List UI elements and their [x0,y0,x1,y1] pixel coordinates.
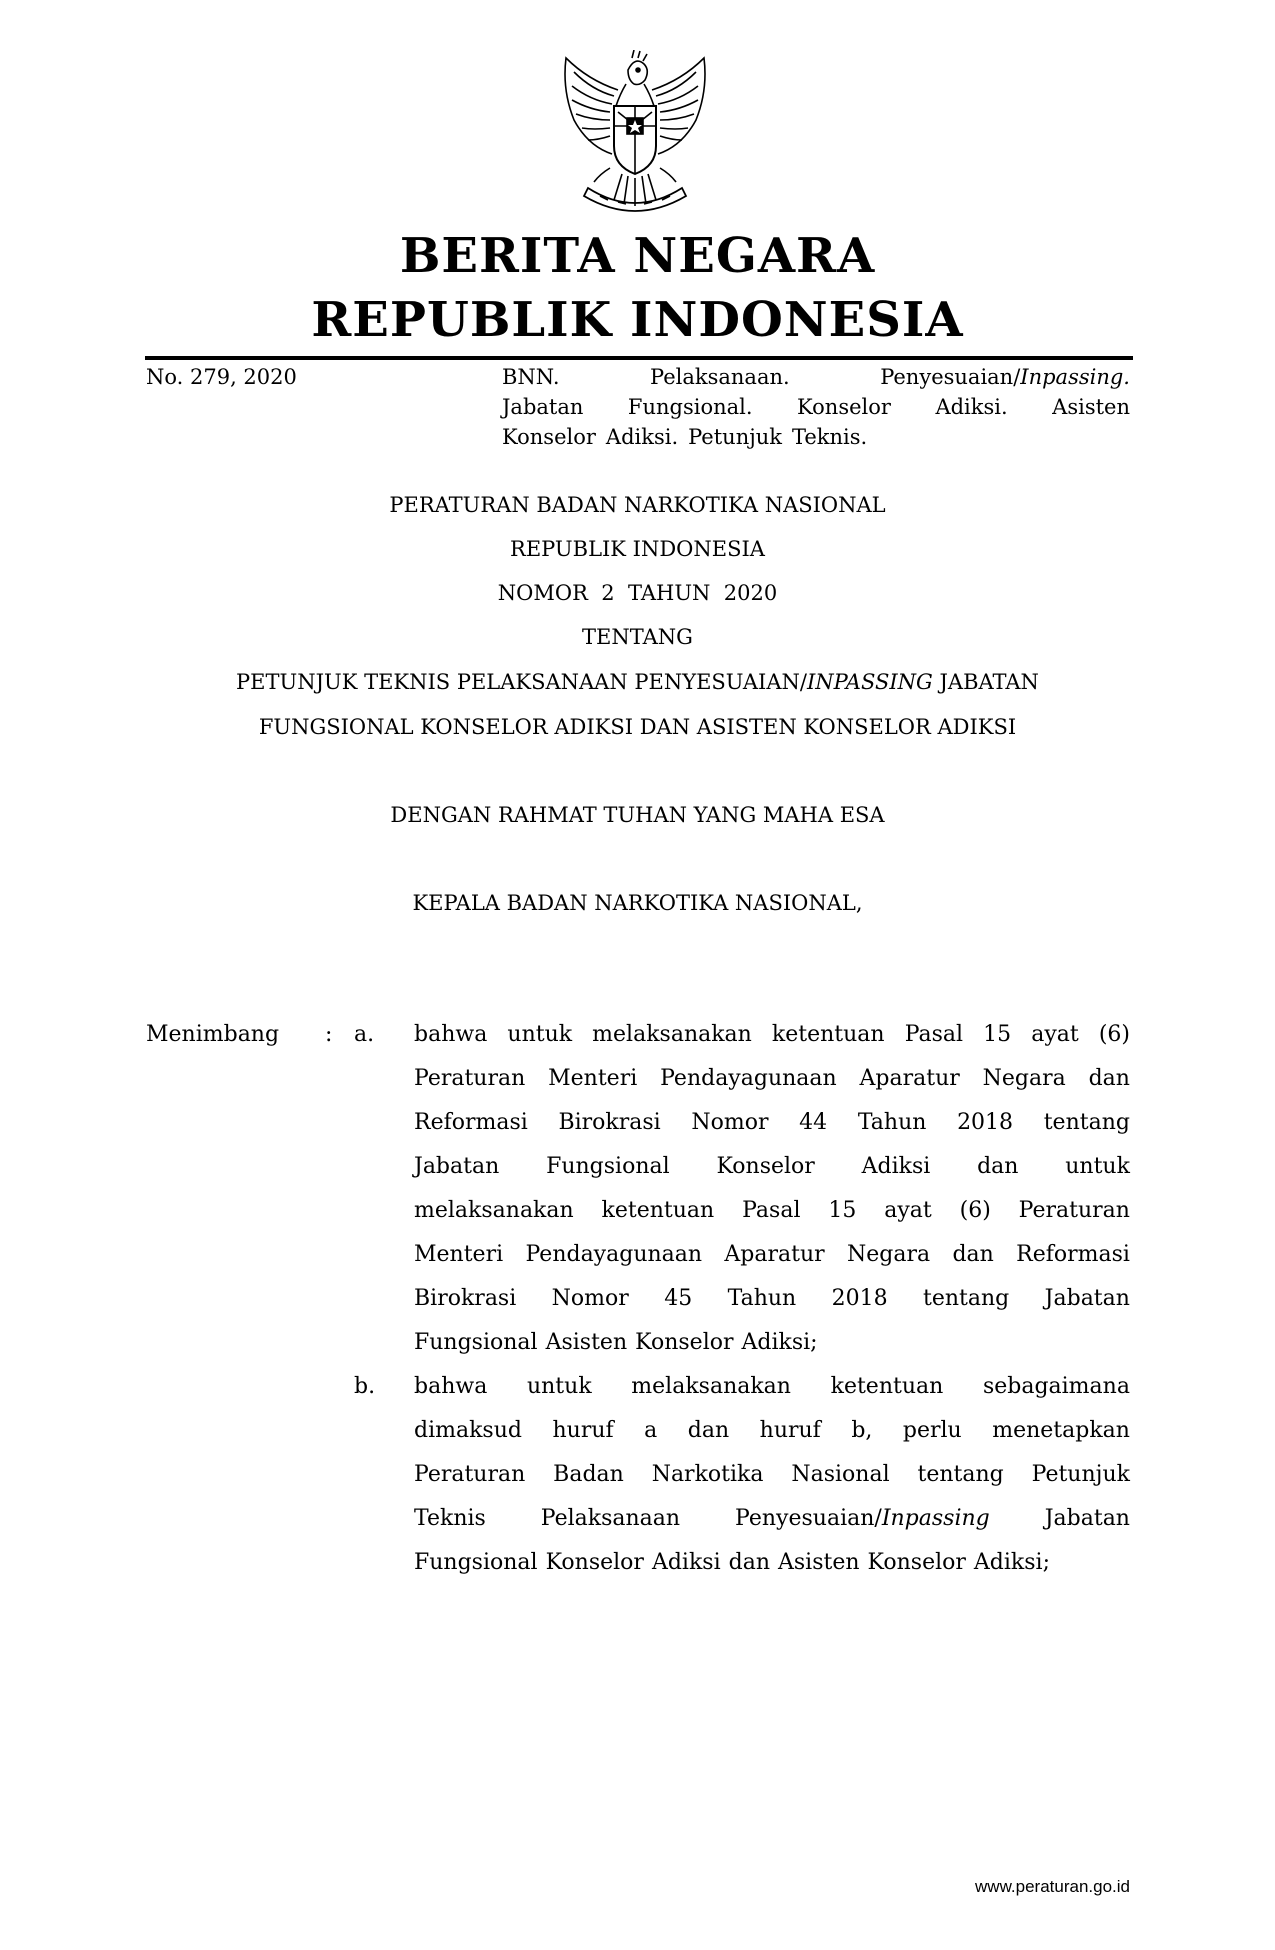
paragraph-line: bahwa untuk melaksanakan ketentuan Pasal 15 ayat (6) [414,1022,1130,1047]
paragraph-line: Fungsional Konselor Adiksi dan Asisten Konselor Adiksi; [414,1550,1050,1575]
subject-word: Jabatan [502,395,584,419]
subject-word: Konselor [797,395,891,419]
gazette-title: BERITA NEGARA [399,228,876,284]
considering-item [414,1013,1130,1365]
subject-word: Adiksi. [605,425,679,449]
paragraph-line: Reformasi Birokrasi Nomor 44 Tahun 2018 tentang [414,1110,1130,1135]
subject-line [502,422,1130,452]
considering-label: Menimbang [146,1022,280,1047]
subject-word: Pelaksanaan. [650,365,790,389]
regulation-number: NOMOR 2 TAHUN 2020 [497,581,778,605]
paragraph-line: Jabatan Fungsional Konselor Adiksi dan untuk [414,1154,1130,1179]
subject-line [502,362,1130,392]
header-divider [145,356,1133,360]
gazette-subject [502,362,1130,452]
paragraph-line: dimaksud huruf a dan huruf b, perlu menetapkan [414,1418,1130,1443]
subject-line [502,392,1130,422]
considering-item [414,1365,1130,1585]
gazette-subtitle: REPUBLIK INDONESIA [311,292,964,348]
enacting-authority: KEPALA BADAN NARKOTIKA NASIONAL, [412,891,863,915]
item-letter: b. [354,1374,376,1399]
gazette-number: No. 279, 2020 [146,365,297,389]
subject-word: Penyesuaian/Inpassing. [880,365,1130,389]
grace-formula: DENGAN RAHMAT TUHAN YANG MAHA ESA [390,803,885,827]
footer-website-link[interactable]: www.peraturan.go.id [975,1877,1130,1896]
regulation-about-label: TENTANG [582,625,693,649]
considering-colon: : [325,1022,333,1047]
item-letter: a. [354,1022,375,1047]
paragraph-line: Peraturan Badan Narkotika Nasional tentang Petunjuk [414,1462,1130,1487]
regulation-heading: PERATURAN BADAN NARKOTIKA NASIONAL [389,493,886,517]
paragraph-line: Peraturan Menteri Pendayagunaan Aparatur Negara dan [414,1066,1130,1091]
paragraph-line: Birokrasi Nomor 45 Tahun 2018 tentang Jabatan [414,1286,1130,1311]
paragraph-line: bahwa untuk melaksanakan ketentuan sebagaimana [414,1374,1130,1399]
regulation-about-line2: FUNGSIONAL KONSELOR ADIKSI DAN ASISTEN KONSELOR ADIKSI [258,715,1017,739]
subject-word: Teknis. [792,425,868,449]
garuda-emblem-icon [548,50,722,224]
paragraph-line: Teknis Pelaksanaan Penyesuaian/Inpassing Jabatan [414,1506,1130,1531]
subject-word: Konselor [502,425,596,449]
regulation-country: REPUBLIK INDONESIA [510,537,765,561]
subject-word: BNN. [502,365,560,389]
subject-word: Adiksi. [935,395,1008,419]
paragraph-line: Fungsional Asisten Konselor Adiksi; [414,1330,818,1355]
subject-word: Fungsional. [627,395,753,419]
subject-word: Asisten [1052,395,1130,419]
paragraph-line: Menteri Pendayagunaan Aparatur Negara dan Reformasi [414,1242,1130,1267]
subject-word: Petunjuk [688,425,782,449]
paragraph-line: melaksanakan ketentuan Pasal 15 ayat (6) Peraturan [414,1198,1130,1223]
regulation-about-line1: PETUNJUK TEKNIS PELAKSANAAN PENYESUAIAN/INPASSING JABATAN [236,670,1039,694]
